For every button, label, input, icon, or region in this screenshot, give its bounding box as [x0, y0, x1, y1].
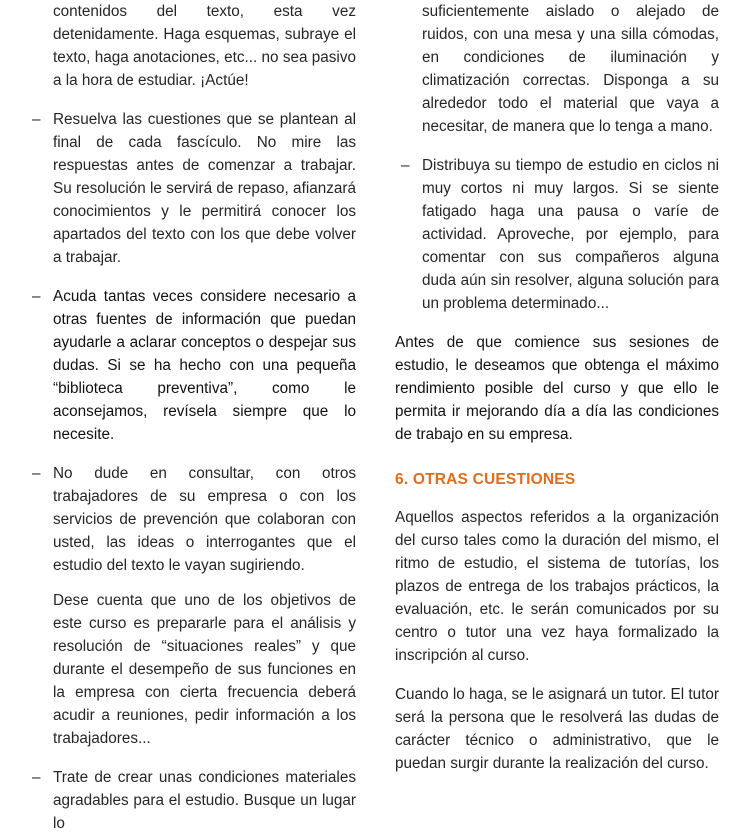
- dash-bullet: –: [32, 465, 41, 482]
- list-item: [26, 766, 356, 835]
- list-item-text: Trate de crear unas condiciones materiales agradables para el estudio. Busque un lugar lo: [53, 769, 356, 832]
- paragraph-continuation: contenidos del texto, esta vez detenidamente. Haga esquemas, subraye el texto, haga anotaciones, etc... no sea pasivo a la hora de estudiar. ¡Actúe!: [53, 3, 356, 89]
- dash-bullet: –: [401, 157, 410, 174]
- list-item: [26, 108, 356, 269]
- list-item-text: Distribuya su tiempo de estudio en ciclos ni muy cortos ni muy largos. Si se siente fatigado haga una pausa o varíe de actividad. Aproveche, por ejemplo, para comentar con sus compañeros alguna duda aún sin resolver, alguna solución para un problema determinado...: [422, 157, 719, 312]
- paragraph-tutor: Cuando lo haga, se le asignará un tutor. El tutor será la persona que le resolverá las dudas de carácter técnico o administrativo, que le puedan surgir durante la realización del curso.: [395, 686, 719, 772]
- dash-bullet: –: [32, 769, 41, 786]
- paragraph-wishes: Antes de que comience sus sesiones de estudio, le deseamos que obtenga el máximo rendimiento posible del curso y que ello le permita ir mejorando día a día las condiciones de trabajo en su empresa.: [395, 334, 719, 443]
- left-column: [26, 0, 356, 835]
- list-item-text: Resuelva las cuestiones que se plantean al final de cada fascículo. No mire las respuestas antes de comenzar a trabajar. Su resolución le servirá de repaso, afianzará conocimientos y le permitirá conocer los apartados del texto con los que debe volver a trabajar.: [53, 111, 356, 266]
- paragraph-aspects: Aquellos aspectos referidos a la organización del curso tales como la duración del mismo, el ritmo de estudio, el sistema de tutorías, los plazos de entrega de los trabajos prácticos, la evaluación, etc. le serán comunicados por su centro o tutor una vez haya formalizado la inscripción al curso.: [395, 509, 719, 664]
- column-gutter: [374, 0, 375, 646]
- dash-bullet: –: [32, 111, 41, 128]
- paragraph-objective: Dese cuenta que uno de los objetivos de este curso es prepararle para el análisis y resolución de “situaciones reales” y que durante el desempeño de sus funciones en la empresa con cierta frecuencia deberá acudir a reuniones, pedir información a los trabajadores...: [53, 592, 356, 747]
- list-item: [26, 285, 356, 446]
- dash-bullet: –: [32, 288, 41, 305]
- right-column: [395, 0, 719, 775]
- list-item: [395, 154, 719, 315]
- list-item: [26, 462, 356, 577]
- section-heading: 6. OTRAS CUESTIONES: [395, 471, 576, 488]
- list-item-text: Acuda tantas veces considere necesario a otras fuentes de información que puedan ayudarle a aclarar conceptos o despejar sus dudas. Si se ha hecho con una pequeña “biblioteca preventiva”, como le aconsejamos, revísela siempre que lo necesite.: [53, 288, 356, 443]
- paragraph-continuation: suficientemente aislado o alejado de ruidos, con una mesa y una silla cómodas, en condiciones de iluminación y climatización correctas. Disponga a su alrededor todo el material que vaya a necesitar, de manera que lo tenga a mano.: [422, 3, 719, 135]
- list-item-text: No dude en consultar, con otros trabajadores de su empresa o con los servicios de prevención que colaboran con usted, las ideas o interrogantes que el estudio del texto le vayan sugiriendo.: [53, 465, 356, 574]
